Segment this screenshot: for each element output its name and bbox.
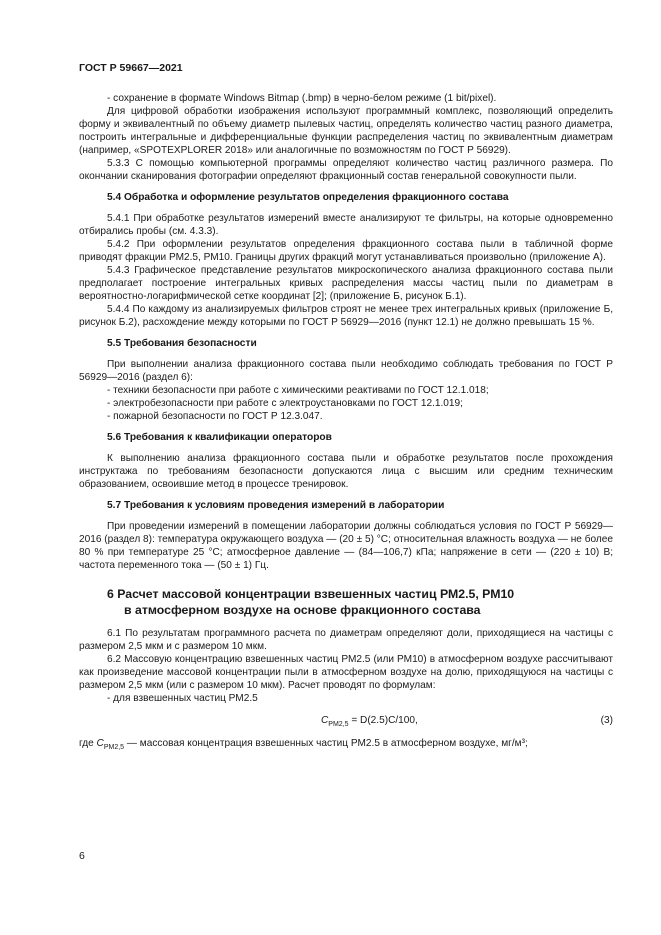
page-number: 6 [79,850,85,862]
list-item: - пожарной безопасности по ГОСТ Р 12.3.047. [107,411,323,422]
list-item: - электробезопасности при работе с электроустановками по ГОСТ 12.1.019; [107,398,463,409]
document-body [79,92,613,754]
where-prefix: где [79,738,97,749]
list-item: - сохранение в формате Windows Bitmap (.bmp) в черно-белом режиме (1 bit/pixel). [107,93,497,104]
section-heading-5-4: 5.4 Обработка и оформление результатов определения фракционного состава [107,192,509,203]
section-heading-6-line1: 6 Расчет массовой концентрации взвешенных частиц РМ2.5, РМ10 [107,587,515,601]
list-item: - для взвешенных частиц РМ2.5 [107,693,258,704]
list-item: - техники безопасности при работе с химическими реактивами по ГОСТ 12.1.018; [107,385,489,396]
paragraph: К выполнению анализа фракционного состава пыли и обработке результатов после прохождения инструктажа по требованиям безопасности допускаются лица с высшим или средним техническим образованием, освоившие метод в процессе тренировок. [79,453,613,490]
paragraph: 5.4.3 Графическое представление результатов микроскопического анализа фракционного состава пыли предполагает построение интегральных кривых распределения массы частиц пыли по диаметрам в вероятностно-логарифмической сетке координат [2]; (приложение Б, рисунок Б.1). [79,265,613,302]
where-text: — массовая концентрация взвешенных частиц РМ2.5 в атмосферном воздухе, мг/м³; [124,738,528,749]
paragraph: 5.4.2 При оформлении результатов определения фракционного состава пыли в табличной форме приводят фракции РМ2.5, РМ10. Границы других фракций могут устанавливаться произвольно (приложение А). [79,239,613,263]
paragraph: Для цифровой обработки изображения используют программный комплекс, позволяющий определить форму и эквивалентный по объему диаметр пылевых частиц, определять количество частиц разного диаметра, построить интегральные и дифференциальные функции распределения частиц по эквивалентным диаметрам (например, «SPOTEXPLORER 2018» или аналогичные по возможностям по ГОСТ Р 56929). [79,106,613,156]
paragraph: 5.4.1 При обработке результатов измерений вместе анализируют те фильтры, на которые одновременно отбирались пробы (см. 4.3.3). [79,213,613,237]
section-heading-5-7: 5.7 Требования к условиям проведения измерений в лаборатории [107,500,445,511]
section-heading-5-6: 5.6 Требования к квалификации операторов [107,432,332,443]
section-heading-6 [79,586,613,618]
paragraph: 5.3.3 С помощью компьютерной программы определяют количество частиц различного размера. По окончании сканирования фотографии определяют фракционный состав генеральной совокупности пыли. [79,158,613,182]
formula-subscript: PM2,5 [328,721,349,728]
formula-rhs: = D(2.5)C/100, [348,715,418,726]
where-clause [79,737,613,754]
paragraph: При выполнении анализа фракционного состава пыли необходимо соблюдать требования по ГОСТ Р 56929—2016 (раздел 6): [79,359,613,383]
section-heading-5-5: 5.5 Требования безопасности [107,338,257,349]
formula-3 [79,707,613,737]
formula-symbol: C [321,715,329,726]
paragraph: При проведении измерений в помещении лаборатории должны соблюдаться условия по ГОСТ Р 56929—2016 (раздел 8): температура окружающего воздуха — (20 ± 5) °С; относительная влажность воздуха — не более 80 % при температуре 25 °С; атмосферное давление — (84—106,7) кПа; напряжение в сети — (220 ± 10) В; частота переменного тока — (50 ± 1) Гц. [79,521,613,571]
where-subscript: PM2,5 [103,744,125,751]
where-symbol: C [96,738,104,749]
formula-expression [321,714,418,731]
formula-number: (3) [600,715,613,726]
paragraph: 6.1 По результатам программного расчета по диаметрам определяют доли, приходящиеся на частицы с размером 2,5 мкм и с размером 10 мкм. [79,628,613,652]
section-heading-6-line2: в атмосферном воздухе на основе фракционного состава [124,603,481,617]
page-header: ГОСТ Р 59667—2021 [79,62,183,74]
paragraph: 5.4.4 По каждому из анализируемых фильтров строят не менее трех интегральных кривых (приложение Б, рисунок Б.2), расхождение между которыми по ГОСТ Р 56929—2016 (пункт 12.1) не должно превышать 15 %. [79,304,613,328]
paragraph: 6.2 Массовую концентрацию взвешенных частиц РМ2.5 (или РМ10) в атмосферном воздухе рассчитывают как произведение массовой концентрации пыли в атмосферном воздухе на долю, приходящуюся на частицы с размером 2,5 мкм (или с размером 10 мкм). Расчет проводят по формулам: [79,654,613,691]
